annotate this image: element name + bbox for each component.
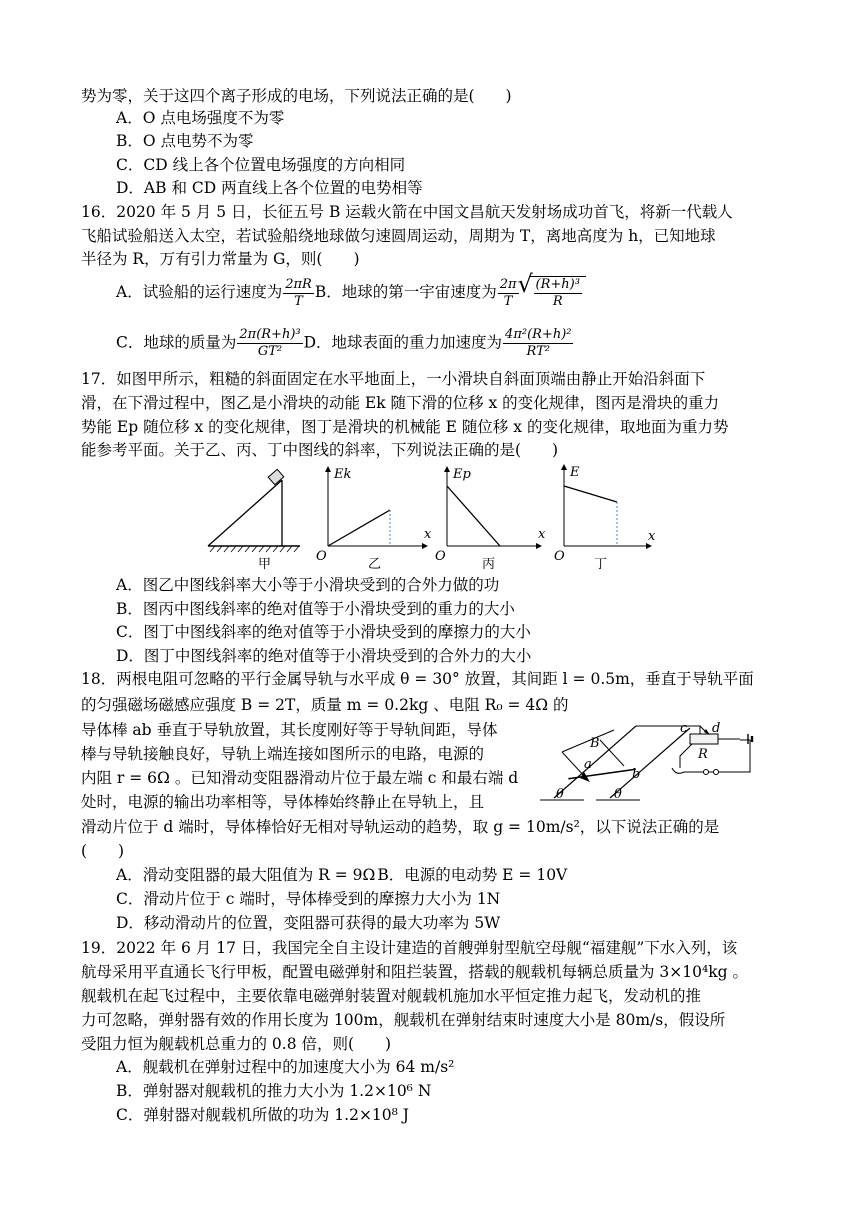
text-line: 势能 Ep 随位移 x 的变化规律，图丁是滑块的机械能 E 随位移 x 的变化规律，取地面为重力势	[81, 418, 729, 436]
option-ab-18	[116, 864, 567, 886]
question-18: 18．两根电阻可忽略的平行金属导轨与水平成 θ = 30° 放置，其间距 l = 0.5m，垂直于导轨平面	[81, 670, 754, 688]
question-17: 17．如图甲所示，粗糙的斜面固定在水平地面上，一小滑块自斜面顶端由静止开始沿斜面下	[81, 370, 706, 388]
label-bing: 丙	[482, 557, 496, 572]
text-line: 滑，在下滑过程中，图乙是小滑块的动能 Ek 随下滑的位移 x 的变化规律，图丙是滑块的重力	[81, 394, 720, 412]
option-a: A．图乙中图线斜率大小等于小滑块受到的合外力做的功	[116, 576, 500, 594]
text-line: 受阻力恒为舰载机总重力的 0.8 倍，则( )	[81, 1035, 392, 1053]
label-theta-1: θ	[556, 787, 564, 802]
label-x: x	[424, 527, 432, 542]
text-line: 势为零，关于这四个离子形成的电场，下列说法正确的是( )	[81, 87, 512, 105]
label-ek: Ek	[334, 467, 352, 482]
option-c-text: C．地球的质量为	[116, 333, 237, 352]
option-c: C．滑动片位于 c 端时，导体棒受到的摩擦力大小为 1N	[116, 890, 501, 908]
formula-a: $\frac{2\pi R}{T}$	[285, 276, 312, 309]
incline-diagram	[208, 469, 300, 572]
label-e: E	[570, 465, 580, 480]
question-16: 16．2020 年 5 月 5 日，长征五号 B 运载火箭在中国文昌航天发射场成功首飞，将新一代载人	[81, 203, 733, 221]
option-d: D．移动滑动片的位置，变阻器可获得的最大功率为 5W	[116, 914, 501, 932]
text-line: 内阻 r = 6Ω 。已知滑动变阻器滑动片位于最左端 c 和最右端 d	[81, 769, 519, 787]
label-d: d	[712, 721, 721, 736]
option-b: B．O 点电势不为零	[116, 132, 254, 150]
label-c: c	[680, 721, 688, 736]
label-origin: O	[435, 549, 446, 564]
question-19: 19．2022 年 6 月 17 日，我国完全自主设计建造的首艘弹射型航空母舰“福建舰”下水入列，该	[81, 939, 738, 957]
label-yi: 乙	[368, 557, 382, 572]
option-d: D．图丁中图线斜率的绝对值等于小滑块受到的合外力的大小	[116, 647, 532, 665]
formula-d: $\frac{\text{4π²(R+h)²}}{\text{RT²}}$	[505, 327, 572, 359]
option-b-text: B．地球的第一宇宙速度为	[314, 283, 497, 301]
label-ding: 丁	[594, 557, 608, 572]
option-a: A．O 点电场强度不为零	[116, 109, 285, 127]
label-jia: 甲	[258, 557, 272, 572]
ek-graph	[316, 466, 432, 572]
label-a: a	[584, 757, 592, 772]
ep-graph	[435, 466, 546, 572]
text-line: ( )	[81, 842, 125, 860]
label-origin: O	[316, 549, 327, 564]
option-ab-16	[116, 276, 586, 310]
formula-b-root: √ $\frac{\text{(R+h)³}}{R}$	[530, 276, 586, 310]
figure-18	[540, 712, 780, 810]
option-cd-16	[116, 327, 574, 360]
option-c: C．CD 线上各个位置电场强度的方向相同	[116, 156, 406, 174]
option-b: B．弹射器对舰载机的推力大小为 1.2×10⁶ N	[116, 1082, 432, 1100]
text-line: 力可忽略，弹射器有效的作用长度为 100m，舰载机在弹射结束时速度大小是 80m/s，假设所	[81, 1011, 726, 1029]
text-line: 航母采用平直通长飞行甲板，配置电磁弹射和阻拦装置，搭载的舰载机每辆总质量为 3×10⁴kg 。	[81, 963, 748, 981]
option-d-text: D．地球表面的重力加速度为	[303, 333, 503, 352]
formula-c: $\frac{\text{2π(R+h)³}}{\text{GT²}}$	[239, 327, 301, 359]
figure-17	[200, 464, 670, 574]
option-b-text: B．电源的电动势 E = 10V	[377, 866, 568, 884]
text-line: 导体棒 ab 垂直于导轨放置，其长度刚好等于导轨间距，导体	[81, 721, 498, 739]
option-a-text: A．滑动变阻器的最大阻值为 R = 9Ω	[116, 866, 376, 884]
label-x: x	[538, 527, 546, 542]
label-B: B	[590, 736, 600, 751]
option-d: D．AB 和 CD 两直线上各个位置的电势相等	[116, 179, 423, 197]
text-line: 舰载机在起飞过程中，主要依靠电磁弹射装置对舰载机施加水平恒定推力起飞，发动机的推	[81, 987, 702, 1005]
option-b: B．图丙中图线斜率的绝对值等于小滑块受到的重力的大小	[116, 600, 515, 618]
option-c: C．图丁中图线斜率的绝对值等于小滑块受到的摩擦力的大小	[116, 623, 531, 641]
text-line: 能参考平面。关于乙、丙、丁中图线的斜率，下列说法正确的是( )	[81, 441, 559, 459]
label-ep: Ep	[453, 467, 471, 482]
text-line: 处时，电源的输出功率相等，导体棒始终静止在导轨上，且	[81, 793, 485, 811]
label-origin: O	[554, 549, 565, 564]
e-graph	[554, 464, 656, 572]
formula-b-prefix: $\frac{2\pi}{T}$	[499, 276, 517, 309]
text-line: 飞船试验船送入太空，若试验船绕地球做匀速圆周运动，周期为 T，离地高度为 h，已知地球	[81, 227, 716, 245]
option-a-text: A．试验船的运行速度为	[116, 283, 283, 301]
label-R: R	[698, 747, 708, 762]
label-theta-2: θ	[614, 787, 622, 802]
text-line: 半径为 R，万有引力常量为 G，则( )	[81, 250, 360, 268]
text-line: 棒与导轨接触良好，导轨上端连接如图所示的电路，电源的	[81, 745, 485, 763]
text-line: 的匀强磁场磁感应强度 B = 2T，质量 m = 0.2kg 、电阻 R₀ = 4Ω 的	[81, 696, 569, 714]
text-line: 滑动片位于 d 端时，导体棒恰好无相对导轨运动的趋势，取 g = 10m/s²，以下说法正确的是	[81, 818, 720, 836]
option-c: C．弹射器对舰载机所做的功为 1.2×10⁸ J	[116, 1106, 410, 1124]
option-a: A．舰载机在弹射过程中的加速度大小为 64 m/s²	[116, 1058, 455, 1076]
label-b: b	[632, 767, 641, 782]
label-x: x	[648, 529, 656, 544]
